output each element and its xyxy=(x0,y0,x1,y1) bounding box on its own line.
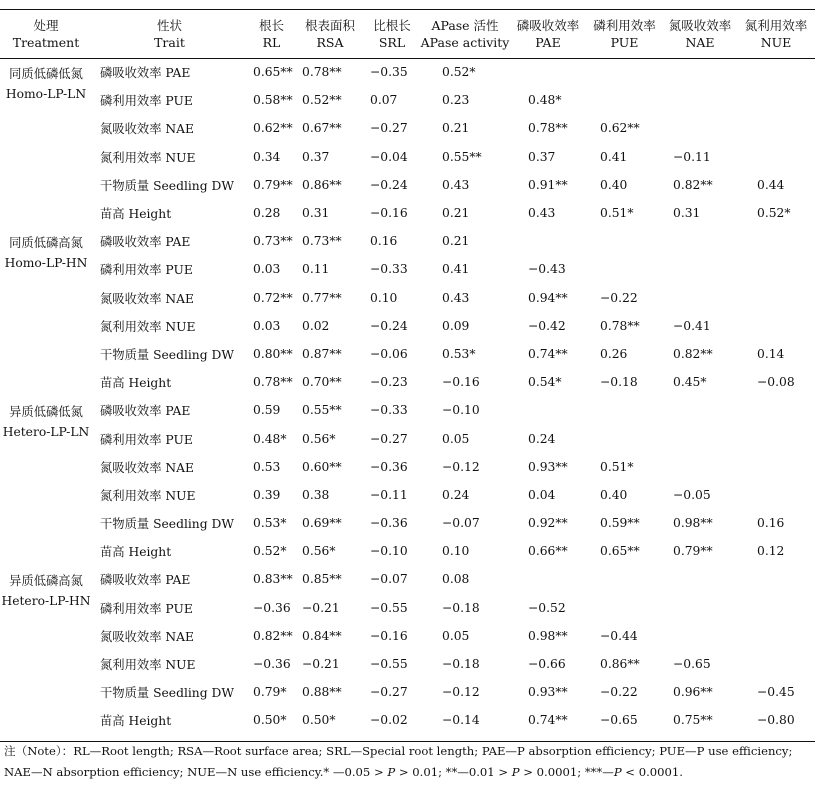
trait-cell: 氮吸收效率 NAE xyxy=(100,291,195,306)
value-cell: 0.74** xyxy=(528,713,568,728)
value-cell: 0.48* xyxy=(253,431,287,446)
treatment-name-en: Homo-LP-LN xyxy=(5,87,87,101)
value-cell: 0.23 xyxy=(442,93,470,108)
value-cell xyxy=(586,424,663,452)
value-cell: −0.33 xyxy=(370,262,408,277)
value-cell xyxy=(737,424,815,452)
trait-cell: 氮利用效率 NUE xyxy=(100,658,196,673)
table-row xyxy=(0,706,815,734)
value-cell: 0.65** xyxy=(600,544,640,559)
trait-cell: 苗高 Height xyxy=(100,545,172,560)
value-cell: 0.53* xyxy=(442,346,476,361)
value-cell: 0.62** xyxy=(253,121,293,136)
value-cell: 0.78** xyxy=(253,375,293,390)
value-cell: −0.43 xyxy=(528,262,566,277)
value-cell: 0.10 xyxy=(370,290,398,305)
value-cell: −0.18 xyxy=(442,600,480,615)
value-cell: 0.79** xyxy=(673,544,713,559)
value-cell: 0.82** xyxy=(253,628,293,643)
value-cell xyxy=(586,565,663,593)
trait-cell: 磷吸收效率 PAE xyxy=(100,573,191,588)
header-apase: APase 活性 APase activity xyxy=(420,17,510,50)
value-cell xyxy=(737,284,815,312)
value-cell: 0.51* xyxy=(600,459,634,474)
value-cell: −0.22 xyxy=(600,290,638,305)
value-cell: −0.12 xyxy=(442,459,480,474)
value-cell: 0.50* xyxy=(302,713,336,728)
table-row xyxy=(0,171,815,199)
table-row xyxy=(0,537,815,565)
correlation-table xyxy=(0,9,815,735)
value-cell: 0.43 xyxy=(442,290,470,305)
value-cell: 0.60** xyxy=(302,459,342,474)
value-cell: 0.21 xyxy=(442,121,470,136)
value-cell: −0.24 xyxy=(370,177,408,192)
value-cell: −0.65 xyxy=(673,657,711,672)
table-row xyxy=(0,565,815,593)
value-cell: 0.58** xyxy=(253,93,293,108)
value-cell: 0.96** xyxy=(673,685,713,700)
value-cell xyxy=(737,396,815,424)
header-trait: 性状 Trait xyxy=(154,17,185,50)
value-cell: −0.27 xyxy=(370,431,408,446)
value-cell: 0.74** xyxy=(528,346,568,361)
value-cell: 0.11 xyxy=(302,262,330,277)
value-cell: −0.36 xyxy=(370,516,408,531)
table-row xyxy=(0,86,815,114)
value-cell: 0.75** xyxy=(673,713,713,728)
value-cell: −0.33 xyxy=(370,403,408,418)
value-cell: 0.86** xyxy=(302,177,342,192)
value-cell xyxy=(663,424,737,452)
value-cell xyxy=(510,227,586,255)
value-cell: 0.50* xyxy=(253,713,287,728)
value-cell xyxy=(737,594,815,622)
table-row xyxy=(0,650,815,678)
value-cell: −0.07 xyxy=(370,572,408,587)
value-cell: 0.02 xyxy=(302,318,330,333)
value-cell xyxy=(663,86,737,114)
trait-cell: 氮利用效率 NUE xyxy=(100,150,196,165)
table-footnote xyxy=(4,741,812,783)
treatment-cell xyxy=(0,565,92,734)
value-cell: −0.21 xyxy=(302,600,340,615)
value-cell: 0.69** xyxy=(302,516,342,531)
value-cell: −0.06 xyxy=(370,346,408,361)
value-cell xyxy=(737,481,815,509)
value-cell: −0.08 xyxy=(757,375,795,390)
value-cell xyxy=(663,453,737,481)
value-cell: 0.37 xyxy=(528,149,556,164)
value-cell: 0.73** xyxy=(302,234,342,249)
value-cell: −0.27 xyxy=(370,685,408,700)
treatment-name-zh: 同质低磷高氮 xyxy=(9,236,83,251)
header-rsa: 根表面积 RSA xyxy=(304,17,355,50)
table-row xyxy=(0,509,815,537)
trait-cell: 磷吸收效率 PAE xyxy=(100,66,191,81)
value-cell: 0.41 xyxy=(600,149,628,164)
treatment-name-zh: 异质低磷高氮 xyxy=(9,574,83,589)
trait-cell: 氮吸收效率 NAE xyxy=(100,122,195,137)
value-cell: 0.86** xyxy=(600,657,640,672)
value-cell: 0.39 xyxy=(253,487,281,502)
table-row xyxy=(0,424,815,452)
value-cell: 0.92** xyxy=(528,516,568,531)
value-cell: 0.16 xyxy=(370,234,398,249)
value-cell xyxy=(663,594,737,622)
value-cell: 0.67** xyxy=(302,121,342,136)
table-body xyxy=(0,58,815,735)
value-cell: 0.65** xyxy=(253,65,293,80)
value-cell: −0.80 xyxy=(757,713,795,728)
table-row xyxy=(0,368,815,396)
header-pue: 磷利用效率 PUE xyxy=(593,17,656,50)
table-row xyxy=(0,481,815,509)
value-cell: −0.04 xyxy=(370,149,408,164)
value-cell: 0.55** xyxy=(302,403,342,418)
value-cell: 0.88** xyxy=(302,685,342,700)
value-cell xyxy=(737,86,815,114)
table-row xyxy=(0,622,815,650)
value-cell: 0.98** xyxy=(528,628,568,643)
trait-cell: 氮利用效率 NUE xyxy=(100,488,196,503)
value-cell: −0.65 xyxy=(600,713,638,728)
value-cell: 0.40 xyxy=(600,487,628,502)
header-pae: 磷吸收效率 PAE xyxy=(516,17,580,50)
value-cell: 0.54* xyxy=(528,375,562,390)
value-cell: 0.94** xyxy=(528,290,568,305)
value-cell: −0.42 xyxy=(528,318,566,333)
value-cell: −0.35 xyxy=(370,65,408,80)
value-cell: 0.40 xyxy=(600,177,628,192)
value-cell: 0.78** xyxy=(600,318,640,333)
value-cell: 0.08 xyxy=(442,572,470,587)
treatment-name-en: Hetero-LP-HN xyxy=(1,594,91,609)
table-row xyxy=(0,594,815,622)
treatment-name-zh: 异质低磷低氮 xyxy=(9,405,83,420)
value-cell xyxy=(737,58,815,86)
value-cell: −0.52 xyxy=(528,600,566,615)
header-srl: 比根长 SRL xyxy=(373,17,411,50)
value-cell: 0.55** xyxy=(442,149,482,164)
value-cell: 0.10 xyxy=(442,544,470,559)
table-row xyxy=(0,312,815,340)
treatment-name-en: Homo-LP-HN xyxy=(4,256,88,271)
value-cell: 0.80** xyxy=(253,346,293,361)
value-cell: 0.28 xyxy=(253,206,281,221)
value-cell: 0.43 xyxy=(442,177,470,192)
value-cell: 0.52** xyxy=(302,93,342,108)
value-cell: 0.79* xyxy=(253,685,287,700)
value-cell: 0.21 xyxy=(442,234,470,249)
value-cell xyxy=(663,58,737,86)
value-cell xyxy=(737,114,815,142)
table-row xyxy=(0,453,815,481)
trait-cell: 氮吸收效率 NAE xyxy=(100,460,195,475)
value-cell: 0.70** xyxy=(302,375,342,390)
trait-cell: 干物质量 Seedling DW xyxy=(100,178,235,193)
value-cell xyxy=(737,622,815,650)
value-cell xyxy=(737,227,815,255)
value-cell: 0.16 xyxy=(757,516,785,531)
value-cell xyxy=(663,622,737,650)
footnote-line-2: NAE—N absorption efficiency; NUE—N use efficiency.* —0.05 > P > 0.01; **—0.01 > P > 0.0001; ***—P < 0.0001. xyxy=(4,765,683,779)
trait-cell: 苗高 Height xyxy=(100,376,172,391)
trait-cell: 干物质量 Seedling DW xyxy=(100,686,235,701)
value-cell: 0.91** xyxy=(528,177,568,192)
value-cell: 0.72** xyxy=(253,290,293,305)
value-cell: −0.36 xyxy=(253,657,291,672)
value-cell: 0.45* xyxy=(673,375,707,390)
value-cell: 0.52* xyxy=(757,206,791,221)
table-header-row xyxy=(0,9,815,58)
value-cell: −0.27 xyxy=(370,121,408,136)
value-cell: 0.98** xyxy=(673,516,713,531)
value-cell: 0.24 xyxy=(442,487,470,502)
trait-cell: 磷利用效率 PUE xyxy=(100,601,193,616)
value-cell: 0.73** xyxy=(253,234,293,249)
table-row xyxy=(0,396,815,424)
value-cell: 0.34 xyxy=(253,149,281,164)
value-cell: 0.38 xyxy=(302,487,330,502)
value-cell: −0.12 xyxy=(442,685,480,700)
value-cell: 0.78** xyxy=(302,65,342,80)
value-cell: −0.55 xyxy=(370,657,408,672)
value-cell xyxy=(586,255,663,283)
trait-cell: 干物质量 Seedling DW xyxy=(100,347,235,362)
value-cell xyxy=(737,453,815,481)
table-row xyxy=(0,143,815,171)
value-cell: −0.10 xyxy=(370,544,408,559)
value-cell: 0.56* xyxy=(302,544,336,559)
treatment-cell xyxy=(0,58,92,227)
value-cell: −0.16 xyxy=(370,206,408,221)
value-cell: −0.16 xyxy=(442,375,480,390)
value-cell: 0.84** xyxy=(302,628,342,643)
value-cell: 0.93** xyxy=(528,685,568,700)
header-rl: 根长 RL xyxy=(258,17,284,50)
table-row xyxy=(0,114,815,142)
value-cell: 0.85** xyxy=(302,572,342,587)
value-cell: 0.78** xyxy=(528,121,568,136)
value-cell: 0.03 xyxy=(253,262,281,277)
value-cell: 0.87** xyxy=(302,346,342,361)
value-cell: 0.26 xyxy=(600,346,628,361)
value-cell xyxy=(663,284,737,312)
value-cell: 0.53 xyxy=(253,459,281,474)
value-cell: −0.36 xyxy=(370,459,408,474)
header-nue: 氮利用效率 NUE xyxy=(744,17,808,50)
value-cell xyxy=(586,58,663,86)
value-cell: −0.21 xyxy=(302,657,340,672)
value-cell: 0.82** xyxy=(673,346,713,361)
trait-cell: 氮利用效率 NUE xyxy=(100,319,196,334)
value-cell xyxy=(510,396,586,424)
value-cell: −0.55 xyxy=(370,600,408,615)
trait-cell: 磷利用效率 PUE xyxy=(100,432,193,447)
value-cell: 0.53* xyxy=(253,516,287,531)
value-cell: 0.48* xyxy=(528,93,562,108)
value-cell xyxy=(586,227,663,255)
value-cell: −0.23 xyxy=(370,375,408,390)
value-cell: −0.18 xyxy=(442,657,480,672)
table-row xyxy=(0,227,815,255)
value-cell: 0.77** xyxy=(302,290,342,305)
value-cell: −0.16 xyxy=(370,628,408,643)
value-cell: 0.05 xyxy=(442,431,470,446)
value-cell: 0.31 xyxy=(673,206,701,221)
table-row xyxy=(0,678,815,706)
value-cell: −0.02 xyxy=(370,713,408,728)
value-cell: 0.37 xyxy=(302,149,330,164)
table-row xyxy=(0,199,815,227)
value-cell: 0.66** xyxy=(528,544,568,559)
value-cell: 0.05 xyxy=(442,628,470,643)
value-cell: 0.07 xyxy=(370,93,398,108)
treatment-cell xyxy=(0,396,92,565)
value-cell: −0.11 xyxy=(673,149,711,164)
value-cell xyxy=(737,255,815,283)
value-cell: −0.41 xyxy=(673,318,711,333)
value-cell xyxy=(737,312,815,340)
value-cell: −0.14 xyxy=(442,713,480,728)
value-cell: 0.41 xyxy=(442,262,470,277)
value-cell xyxy=(663,396,737,424)
value-cell xyxy=(510,565,586,593)
value-cell: 0.31 xyxy=(302,206,330,221)
value-cell xyxy=(586,594,663,622)
value-cell: 0.52* xyxy=(253,544,287,559)
value-cell: 0.43 xyxy=(528,206,556,221)
header-treatment: 处理 Treatment xyxy=(12,17,80,50)
value-cell: 0.52* xyxy=(442,65,476,80)
value-cell: 0.44 xyxy=(757,177,785,192)
treatment-name-zh: 同质低磷低氮 xyxy=(9,67,83,81)
value-cell: 0.09 xyxy=(442,318,470,333)
value-cell: 0.56* xyxy=(302,431,336,446)
value-cell xyxy=(737,143,815,171)
value-cell xyxy=(663,227,737,255)
value-cell: 0.59** xyxy=(600,516,640,531)
trait-cell: 苗高 Height xyxy=(100,714,172,729)
table-row xyxy=(0,340,815,368)
value-cell: 0.21 xyxy=(442,206,470,221)
value-cell: −0.11 xyxy=(370,487,408,502)
value-cell: 0.59 xyxy=(253,403,281,418)
value-cell: −0.36 xyxy=(253,600,291,615)
value-cell: −0.44 xyxy=(600,628,638,643)
value-cell: −0.66 xyxy=(528,657,566,672)
table-row xyxy=(0,58,815,86)
table-row xyxy=(0,284,815,312)
header-nae: 氮吸收效率 NAE xyxy=(668,17,732,50)
trait-cell: 磷吸收效率 PAE xyxy=(100,404,191,419)
trait-cell: 磷利用效率 PUE xyxy=(100,94,193,109)
value-cell: 0.82** xyxy=(673,177,713,192)
trait-cell: 苗高 Height xyxy=(100,207,172,222)
value-cell: 0.93** xyxy=(528,459,568,474)
value-cell xyxy=(663,255,737,283)
table-row xyxy=(0,255,815,283)
value-cell: 0.24 xyxy=(528,431,556,446)
footnote-line-1: 注（Note）：RL—Root length; RSA—Root surface area; SRL—Special root length; PAE—P absorption efficiency; PUE—P use efficiency; xyxy=(4,744,793,758)
value-cell: −0.45 xyxy=(757,685,795,700)
value-cell: −0.24 xyxy=(370,318,408,333)
value-cell: −0.05 xyxy=(673,487,711,502)
trait-cell: 磷吸收效率 PAE xyxy=(100,235,191,250)
value-cell: −0.10 xyxy=(442,403,480,418)
value-cell xyxy=(737,650,815,678)
treatment-cell xyxy=(0,227,92,396)
value-cell: 0.83** xyxy=(253,572,293,587)
value-cell xyxy=(737,565,815,593)
value-cell xyxy=(663,565,737,593)
value-cell: 0.14 xyxy=(757,346,785,361)
trait-cell: 干物质量 Seedling DW xyxy=(100,517,235,532)
value-cell xyxy=(663,114,737,142)
value-cell: −0.07 xyxy=(442,516,480,531)
trait-cell: 磷利用效率 PUE xyxy=(100,263,193,278)
value-cell: 0.03 xyxy=(253,318,281,333)
value-cell: −0.18 xyxy=(600,375,638,390)
value-cell xyxy=(586,396,663,424)
value-cell xyxy=(586,86,663,114)
value-cell: 0.51* xyxy=(600,206,634,221)
treatment-name-en: Hetero-LP-LN xyxy=(2,425,90,440)
value-cell: 0.62** xyxy=(600,121,640,136)
value-cell: −0.22 xyxy=(600,685,638,700)
value-cell: 0.04 xyxy=(528,487,556,502)
value-cell xyxy=(510,58,586,86)
trait-cell: 氮吸收效率 NAE xyxy=(100,629,195,644)
value-cell: 0.12 xyxy=(757,544,785,559)
value-cell: 0.79** xyxy=(253,177,293,192)
